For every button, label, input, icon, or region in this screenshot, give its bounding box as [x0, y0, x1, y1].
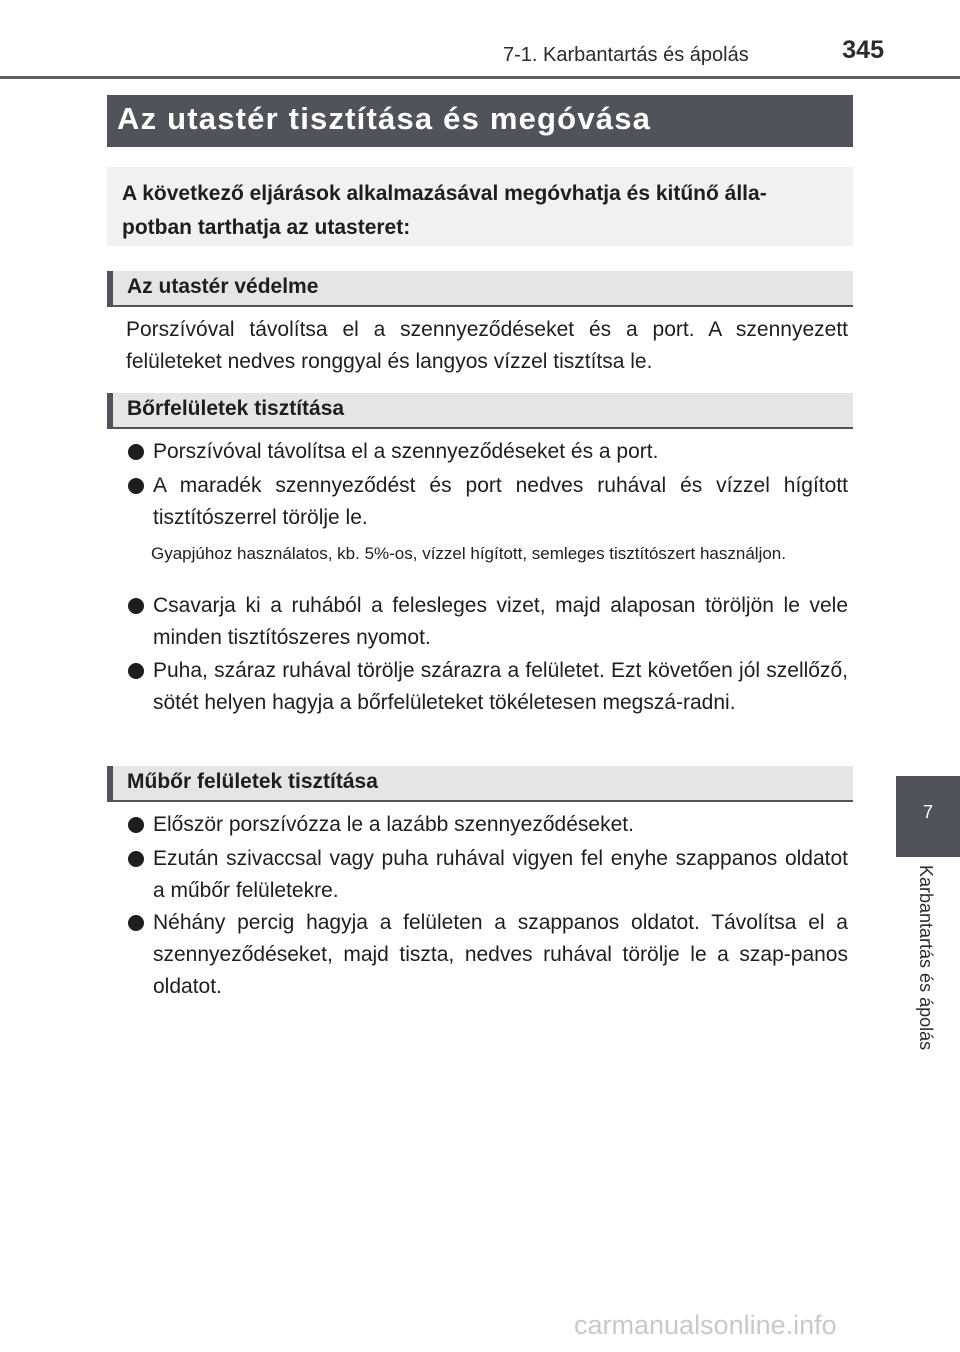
header-section-title: 7-1. Karbantartás és ápolás [503, 44, 749, 66]
bullet-icon [128, 851, 144, 867]
page-number: 345 [842, 36, 884, 64]
bullet-icon [128, 598, 144, 614]
bullet-icon [128, 444, 144, 460]
list-item-text: Először porszívózza le a lazább szennyeződéseket. [153, 813, 634, 836]
list-item-text: Csavarja ki a ruhából a felesleges vizet, majd alaposan töröljön le vele minden tisztítószeres nyomot. [153, 594, 848, 649]
list-item [126, 436, 848, 468]
section-heading-synthetic: Műbőr felületek tisztítása [107, 766, 853, 802]
list-item [126, 655, 848, 719]
intro-line-1: A következő eljárások alkalmazásával megóvhatja és kitűnő álla- [122, 182, 767, 205]
intro-line-2: potban tarthatja az utasteret: [122, 216, 411, 239]
list-item-text: A maradék szennyeződést és port nedves ruhával és vízzel hígított tisztítószerrel törölje le. [153, 474, 848, 529]
list-item [126, 809, 848, 841]
bullet-icon [128, 817, 144, 833]
list-item [126, 907, 848, 1003]
bullet-icon [128, 478, 144, 494]
list-item [126, 590, 848, 654]
bullet-icon [128, 915, 144, 931]
chapter-tab [896, 776, 960, 857]
list-item-text: Ezután szivaccsal vagy puha ruhával vigyen fel enyhe szappanos oldatot a műbőr felületekre. [153, 847, 848, 902]
intro-box [107, 167, 853, 246]
main-title: Az utastér tisztítása és megóvása [107, 95, 853, 147]
watermark: carmanualsonline.info [574, 1310, 837, 1340]
header-divider [0, 76, 960, 79]
bullet-icon [128, 663, 144, 679]
list-item-text: Puha, száraz ruhával törölje szárazra a felületet. Ezt követően jól szellőző, sötét helyen hagyja a bőrfelületeket tökéletesen megszá-radni. [153, 659, 848, 714]
list-item [126, 470, 848, 534]
chapter-label: Karbantartás és ápolás [916, 865, 936, 1051]
protection-paragraph: Porszívóval távolítsa el a szennyeződéseket és a port. A szennyezett felületeket nedves ronggyal és langyos vízzel tisztítsa le. [126, 318, 848, 373]
section-heading-protection: Az utastér védelme [107, 271, 853, 307]
chapter-number: 7 [922, 802, 933, 822]
list-item [126, 843, 848, 907]
list-item-text: Porszívóval távolítsa el a szennyeződéseket és a port. [153, 440, 659, 463]
leather-note: Gyapjúhoz használatos, kb. 5%-os, vízzel hígított, semleges tisztítószert használjon. [151, 544, 786, 563]
section-heading-leather: Bőrfelületek tisztítása [107, 393, 853, 429]
list-item-text: Néhány percig hagyja a felületen a szappanos oldatot. Távolítsa el a szennyeződéseket, majd tiszta, nedves ruhával törölje le a szap-panos oldatot. [153, 911, 848, 998]
